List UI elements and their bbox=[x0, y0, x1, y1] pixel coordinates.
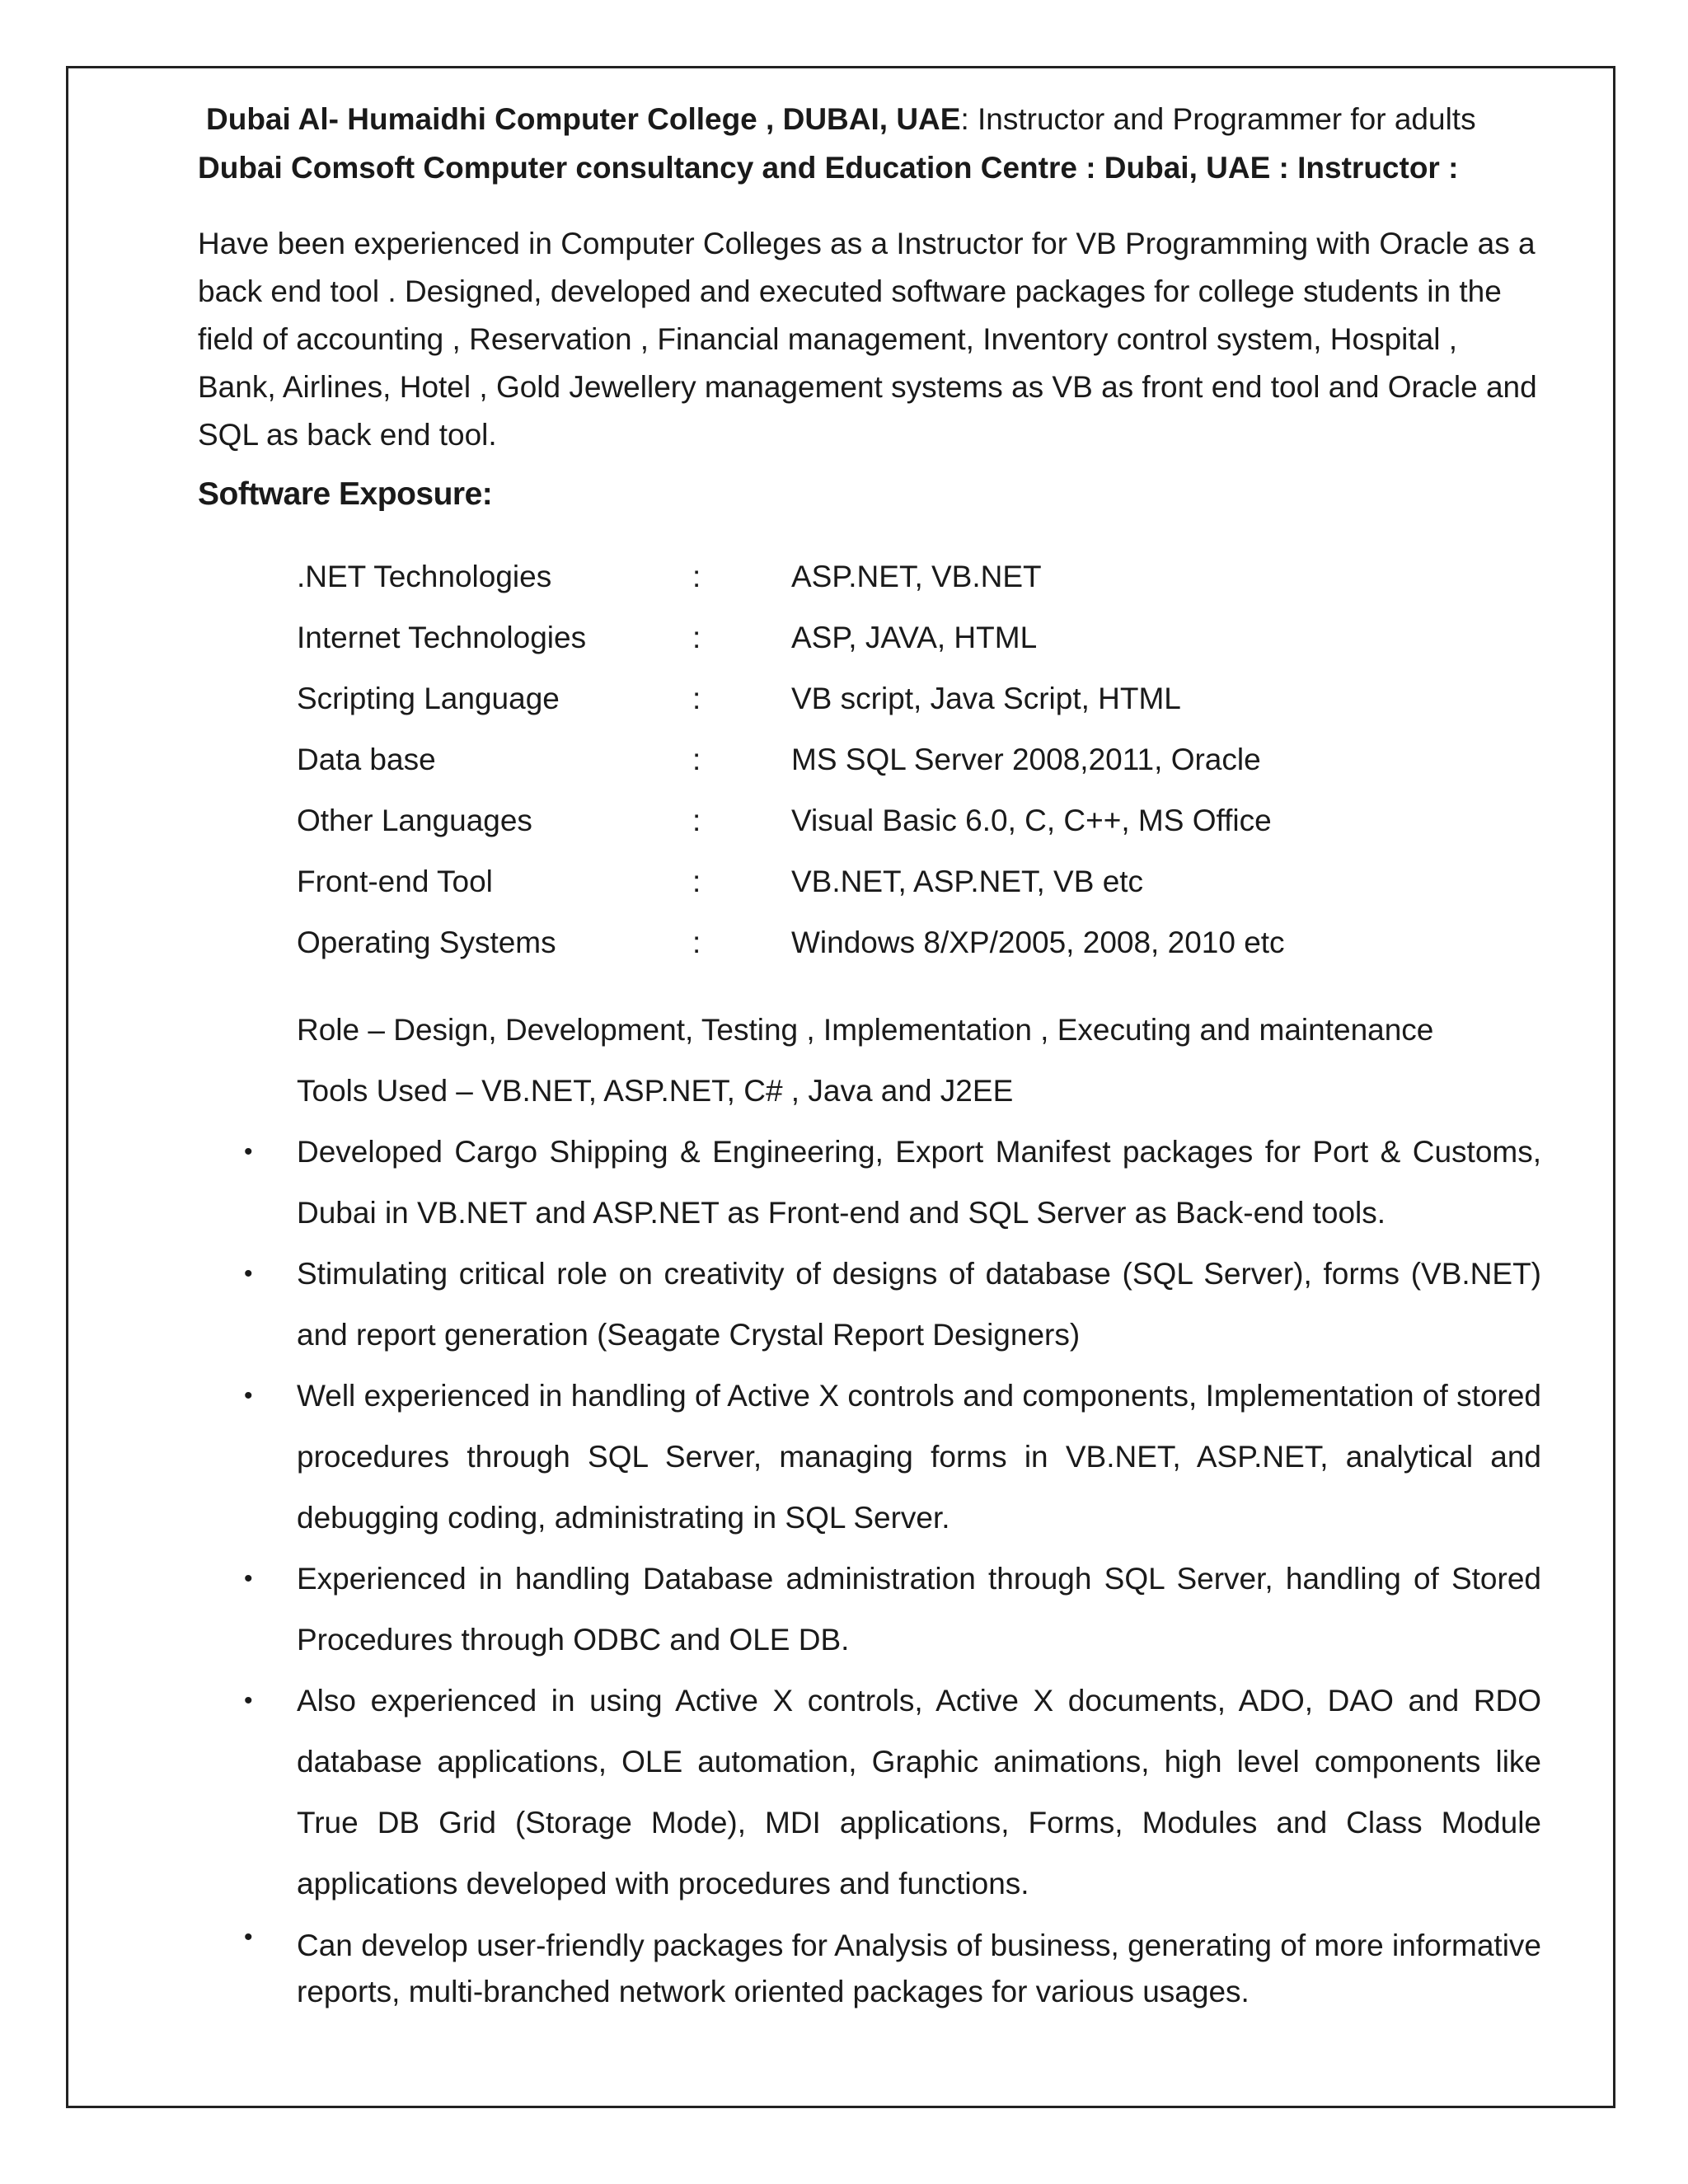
bullet-text: Stimulating critical role on creativity of designs of database (SQL Server), forms (VB.NET) and report generation (Seagate Crystal Report Designers) bbox=[297, 1257, 1541, 1352]
skill-row bbox=[297, 729, 1541, 790]
skill-value: VB script, Java Script, HTML bbox=[791, 682, 1181, 715]
skill-name: Front-end Tool bbox=[297, 865, 493, 898]
skill-value: Visual Basic 6.0, C, C++, MS Office bbox=[791, 804, 1272, 837]
software-exposure-heading: Software Exposure: bbox=[198, 476, 493, 512]
summary-paragraph: Have been experienced in Computer Colleges as a Instructor for VB Programming with Oracle as a back end tool . Designed, developed and executed software packages for college students in the field of accounting , Reservation , Financial management, Inventory control system, Hospital , Bank, Airlines, Hotel , Gold Jewellery management systems as VB as front end tool and Oracle and SQL as back end tool. bbox=[198, 227, 1537, 452]
bullet-icon: • bbox=[244, 1565, 253, 1592]
bullet-text: Experienced in handling Database administration through SQL Server, handling of Stored Procedures through ODBC and OLE DB. bbox=[297, 1562, 1541, 1657]
list-item bbox=[198, 1915, 1541, 2015]
skill-value: Windows 8/XP/2005, 2008, 2010 etc bbox=[791, 926, 1285, 959]
bullet-icon: • bbox=[244, 1260, 253, 1287]
skill-row bbox=[297, 607, 1541, 668]
skill-value: VB.NET, ASP.NET, VB etc bbox=[791, 865, 1144, 898]
skill-separator: : bbox=[692, 865, 701, 898]
skill-name: Operating Systems bbox=[297, 926, 556, 959]
employment-org: Dubai Al- Humaidhi Computer College , DUBAI, UAE bbox=[206, 102, 961, 136]
bullet-icon: • bbox=[244, 1138, 253, 1165]
skill-name: Other Languages bbox=[297, 804, 532, 837]
list-item bbox=[198, 1244, 1541, 1366]
bullet-text: Also experienced in using Active X controls, Active X documents, ADO, DAO and RDO database applications, OLE automation, Graphic animations, high level components like True DB Grid (Storage Mode), MDI applications, Forms, Modules and Class Module applications developed with procedures and functions. bbox=[297, 1684, 1541, 1900]
skill-separator: : bbox=[692, 682, 701, 715]
role-block bbox=[297, 1000, 1541, 1122]
bullet-text: Developed Cargo Shipping & Engineering, Export Manifest packages for Port & Customs, Dubai in VB.NET and ASP.NET as Front-end and SQL Server as Back-end tools. bbox=[297, 1135, 1541, 1230]
skills-table bbox=[297, 546, 1541, 973]
bullet-icon: • bbox=[244, 1382, 253, 1409]
list-item bbox=[198, 1122, 1541, 1244]
skill-row bbox=[297, 668, 1541, 729]
resume-content bbox=[198, 95, 1541, 2015]
skill-row bbox=[297, 546, 1541, 607]
skill-row bbox=[297, 851, 1541, 912]
skill-value: ASP.NET, VB.NET bbox=[791, 560, 1042, 593]
bullet-text: Can develop user-friendly packages for Analysis of business, generating of more informative reports, multi-branched network oriented packages for various usages. bbox=[297, 1929, 1541, 2008]
skill-row bbox=[297, 912, 1541, 973]
skill-separator: : bbox=[692, 926, 701, 959]
skill-separator: : bbox=[692, 560, 701, 593]
skill-value: ASP, JAVA, HTML bbox=[791, 621, 1038, 654]
skill-separator: : bbox=[692, 621, 701, 654]
skill-name: Scripting Language bbox=[297, 682, 560, 715]
bullet-icon: • bbox=[244, 1924, 253, 1951]
employment-role: : Instructor and Programmer for adults bbox=[960, 102, 1476, 136]
tools-line: Tools Used – VB.NET, ASP.NET, C# , Java and J2EE bbox=[297, 1074, 1014, 1108]
experience-bullet-list bbox=[198, 1122, 1541, 2015]
list-item bbox=[198, 1366, 1541, 1549]
skill-row bbox=[297, 790, 1541, 851]
list-item bbox=[198, 1671, 1541, 1915]
role-line: Role – Design, Development, Testing , Implementation , Executing and maintenance bbox=[297, 1013, 1434, 1047]
list-item bbox=[198, 1549, 1541, 1671]
employment-org: Dubai Comsoft Computer consultancy and Education Centre : Dubai, UAE : Instructor : bbox=[198, 151, 1459, 185]
skill-name: Data base bbox=[297, 743, 436, 776]
skill-name: Internet Technologies bbox=[297, 621, 587, 654]
skill-name: .NET Technologies bbox=[297, 560, 552, 593]
bullet-icon: • bbox=[244, 1687, 253, 1714]
bullet-text: Well experienced in handling of Active X controls and components, Implementation of stored procedures through SQL Server, managing forms in VB.NET, ASP.NET, analytical and debugging coding, administrating in SQL Server. bbox=[297, 1379, 1541, 1535]
skill-value: MS SQL Server 2008,2011, Oracle bbox=[791, 743, 1261, 776]
employment-line-2 bbox=[198, 143, 1541, 192]
skill-separator: : bbox=[692, 743, 701, 776]
employment-line-1 bbox=[198, 95, 1541, 143]
skill-separator: : bbox=[692, 804, 701, 837]
